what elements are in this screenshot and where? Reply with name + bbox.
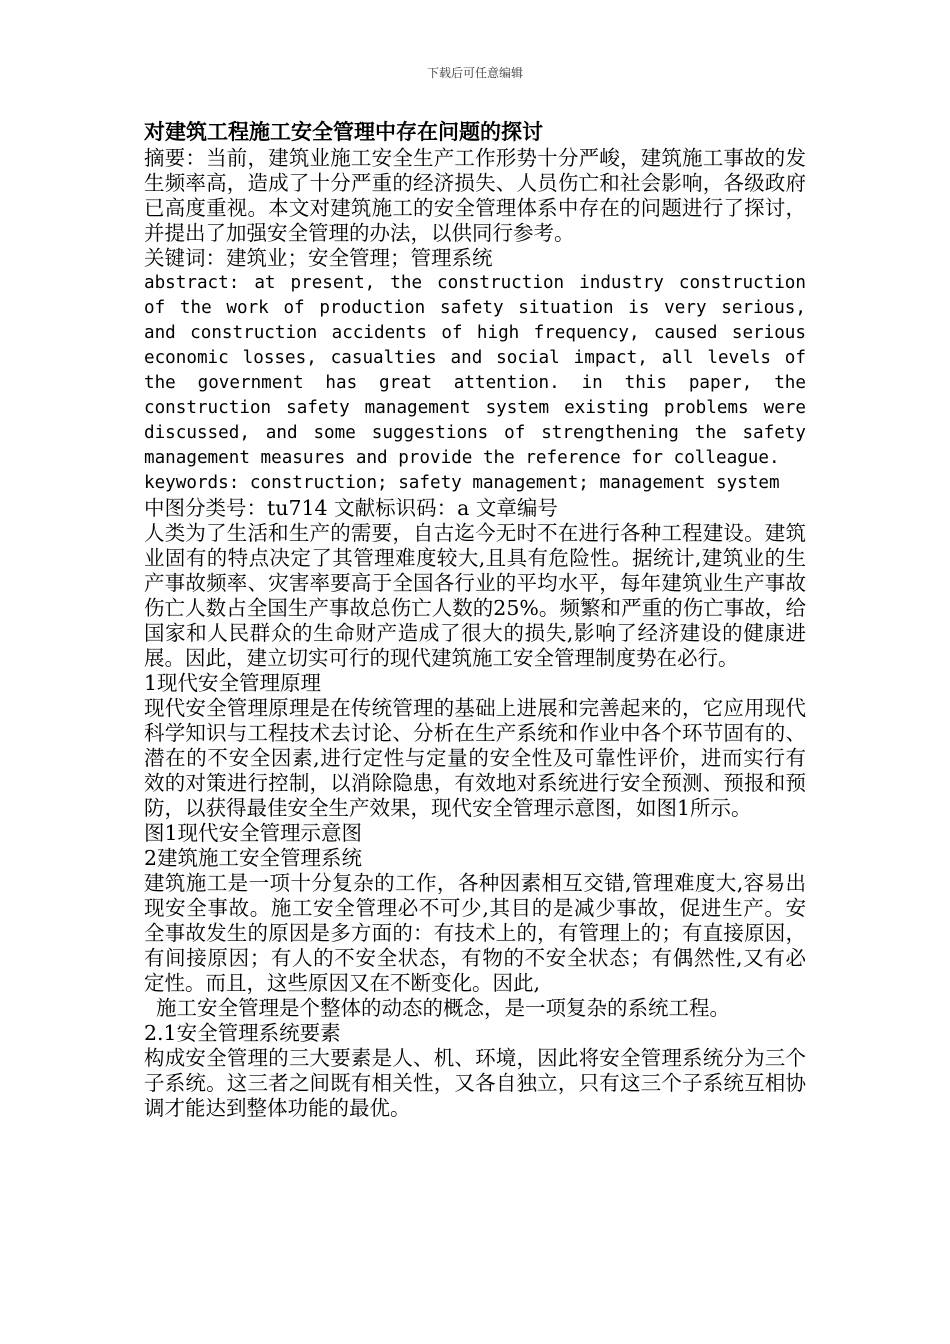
keywords-en: keywords: construction; safety management; management system	[144, 473, 780, 493]
document-title: 对建筑工程施工安全管理中存在问题的探讨	[144, 119, 543, 144]
keywords-cn: 关键词：建筑业；安全管理；管理系统	[144, 246, 493, 270]
intro-paragraph: 人类为了生活和生产的需要，自古迄今无时不在进行各种工程建设。建筑业固有的特点决定了其管理难度较大,且具有危险性。据统计,建筑业的生产事故频率、灾害率要高于全国各行业的平均水平，每年建筑业生产事故伤亡人数占全国生产事故总伤亡人数的25%。频繁和严重的伤亡事故，给国家和人民群众的生命财产造成了很大的损失,影响了经济建设的健康进展。因此，建立切实可行的现代建筑施工安全管理制度势在必行。	[144, 521, 806, 670]
section-2-1-heading: 2.1安全管理系统要素	[144, 1021, 341, 1045]
abstract-en: abstract: at present, the construction industry construction of the work of production safety situation is very serious, and construction accidents of high frequency, caused serious economic losses, casualties and social impact, all levels of the government has great attention. in this paper, the construction safety management system existing problems were discussed, and some suggestions of strengthening the safety management measures and provide the reference for colleague.	[144, 273, 806, 468]
classification-line: 中图分类号：tu714 文献标识码：a 文章编号	[144, 496, 558, 520]
section-2-paragraph-continued: 施工安全管理是个整体的动态的概念，是一项复杂的系统工程。	[156, 996, 730, 1020]
section-2-heading: 2建筑施工安全管理系统	[144, 846, 363, 870]
figure-1-caption: 图1现代安全管理示意图	[144, 821, 363, 845]
section-2-1-paragraph: 构成安全管理的三大要素是人、机、环境，因此将安全管理系统分为三个子系统。这三者之间既有相关性，又各自独立，只有这三个子系统互相协调才能达到整体功能的最优。	[144, 1046, 806, 1120]
document-body	[144, 118, 806, 1121]
download-watermark: 下载后可任意编辑	[426, 66, 523, 80]
section-1-heading: 1现代安全管理原理	[144, 671, 322, 695]
section-2-paragraph: 建筑施工是一项十分复杂的工作，各种因素相互交错,管理难度大,容易出现安全事故。施工安全管理必不可少,其目的是减少事故，促进生产。安全事故发生的原因是多方面的：有技术上的，有管理上的；有直接原因，有间接原因；有人的不安全状态，有物的不安全状态；有偶然性,又有必定性。而且，这些原因又在不断变化。因此,	[144, 871, 806, 995]
abstract-cn: 摘要：当前，建筑业施工安全生产工作形势十分严峻，建筑施工事故的发生频率高，造成了十分严重的经济损失、人员伤亡和社会影响，各级政府已高度重视。本文对建筑施工的安全管理体系中存在的问题进行了探讨，并提出了加强安全管理的办法，以供同行参考。	[144, 146, 806, 245]
section-1-paragraph: 现代安全管理原理是在传统管理的基础上进展和完善起来的，它应用现代科学知识与工程技术去讨论、分析在生产系统和作业中各个环节固有的、潜在的不安全因素,进行定性与定量的安全性及可靠性评价，进而实行有效的对策进行控制，以消除隐患，有效地对系统进行安全预测、预报和预防，以获得最佳安全生产效果，现代安全管理示意图，如图1所示。	[144, 696, 806, 820]
